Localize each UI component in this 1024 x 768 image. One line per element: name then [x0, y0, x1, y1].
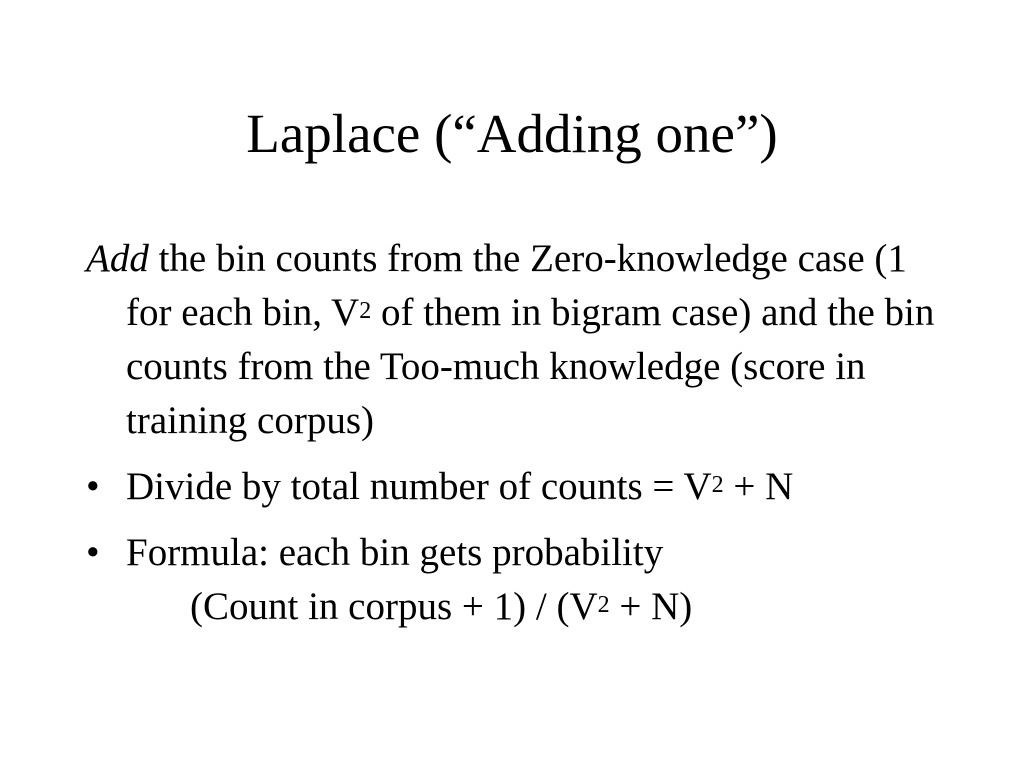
superscript-2: 2	[711, 472, 724, 498]
emphasis-add: Add	[86, 237, 149, 280]
formula-text-1: (Count in corpus + 1) / (V	[190, 585, 598, 628]
bullet-divide	[86, 460, 956, 514]
slide-body	[86, 232, 956, 646]
superscript-2: 2	[359, 298, 372, 324]
bullet-marker: •	[86, 531, 100, 574]
bullet-marker: •	[86, 465, 100, 508]
superscript-2: 2	[597, 592, 610, 618]
bullet-divide-text-1: Divide by total number of counts = V	[126, 465, 712, 508]
bullet-divide-text-2: + N	[723, 465, 794, 508]
bullet-formula	[86, 526, 956, 634]
formula-text-2: + N)	[609, 585, 693, 628]
bullet-formula-line1: Formula: each bin gets probability	[126, 531, 664, 574]
paragraph-text-2: of them in bigram case) and the bin counts from the Too-much knowledge (score in training corpus)	[126, 291, 935, 442]
intro-paragraph	[86, 232, 956, 448]
paragraph-text-1: the bin counts from the Zero-knowledge case (1 for each bin, V	[126, 237, 907, 334]
formula-expression	[126, 580, 956, 634]
slide-title: Laplace (“Adding one”)	[246, 103, 778, 164]
